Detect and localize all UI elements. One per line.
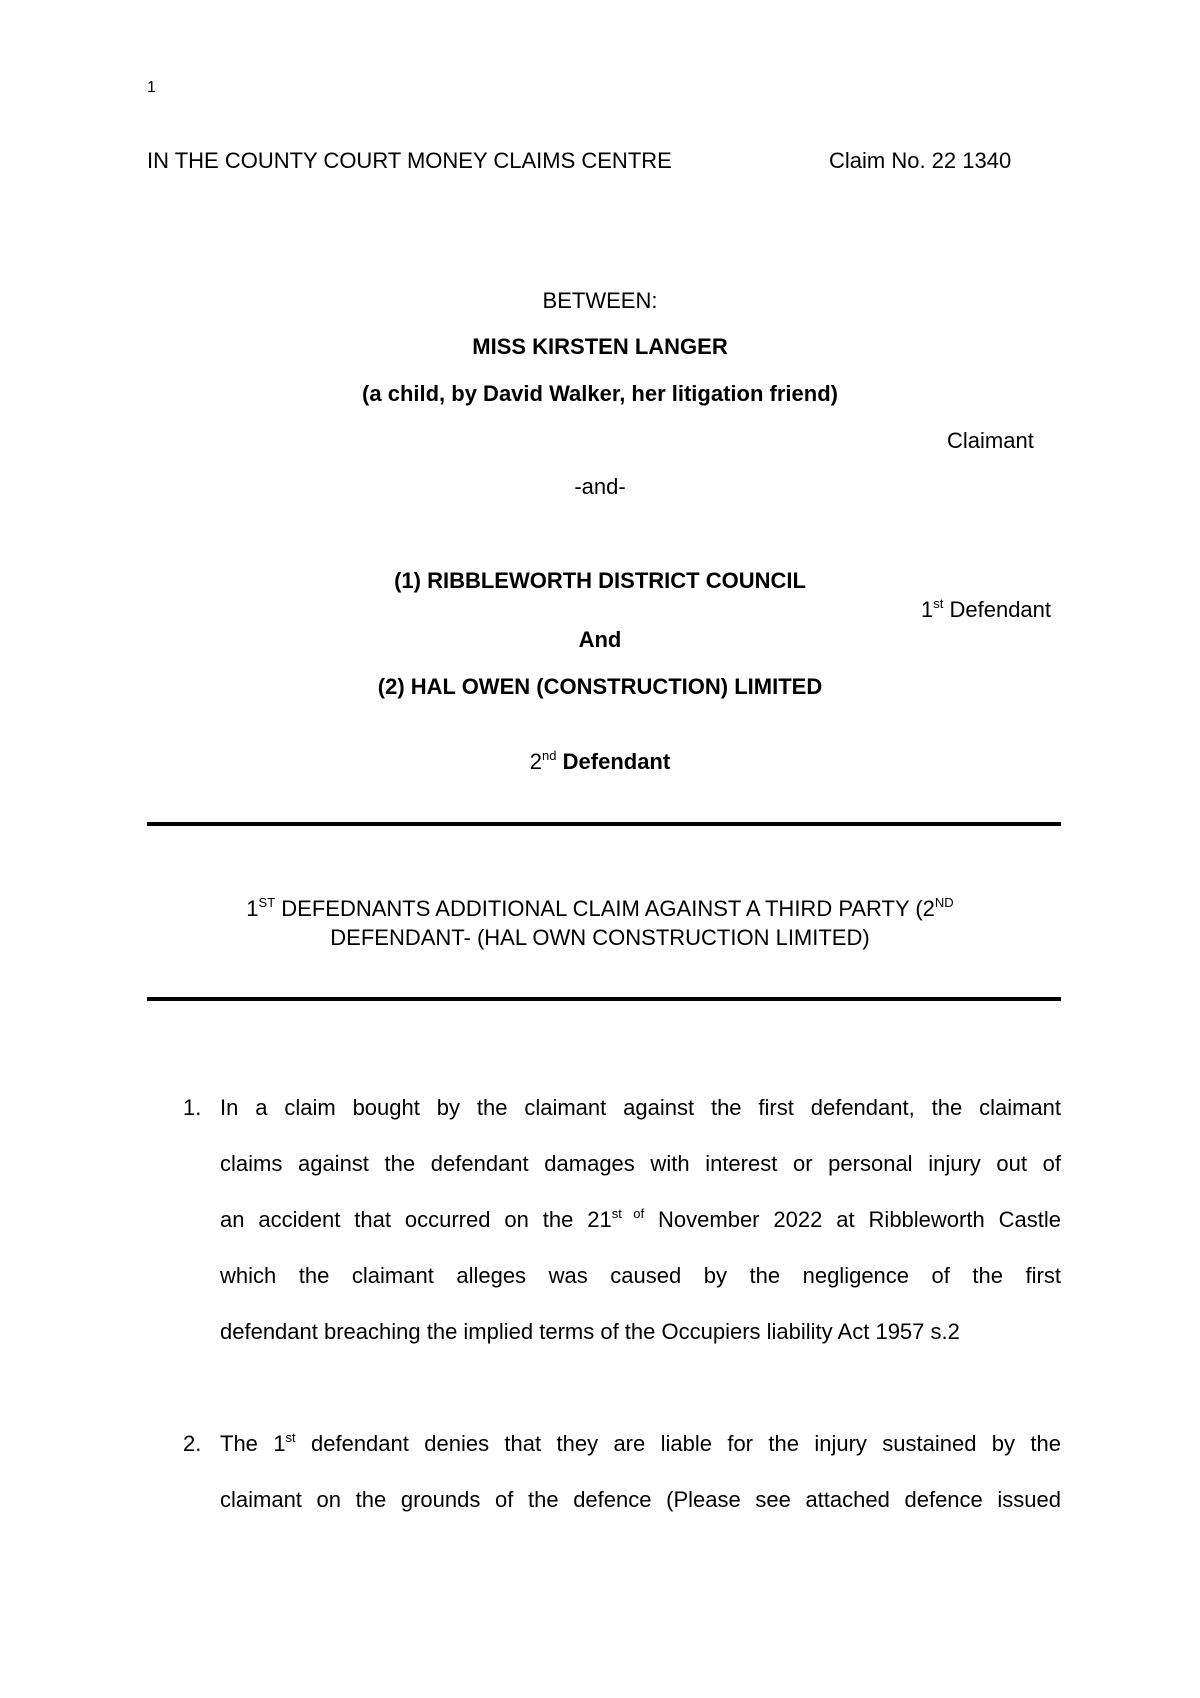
claimant-name: MISS KIRSTEN LANGER <box>472 334 728 359</box>
paragraph-1-line-3-sup: st of <box>611 1206 645 1221</box>
second-defendant-role-sup: nd <box>542 748 557 763</box>
and-conjunction: And <box>578 627 622 652</box>
paragraph-2-line-1-sup: st <box>285 1430 296 1445</box>
first-defendant-name: (1) RIBBLEWORTH DISTRICT COUNCIL <box>394 568 806 593</box>
claim-number: Claim No. 22 1340 <box>829 148 1012 173</box>
second-defendant-name: (2) HAL OWEN (CONSTRUCTION) LIMITED <box>377 674 823 699</box>
paragraph-2-line-1 <box>220 1416 1061 1472</box>
first-defendant-role <box>921 597 1051 623</box>
page-number: 1 <box>147 79 156 96</box>
paragraph-1-line-3a: an accident that occurred on the 21 <box>220 1207 612 1232</box>
document-title-line1 <box>0 896 1200 922</box>
document-title-line2: DEFENDANT- (HAL OWN CONSTRUCTION LIMITED) <box>330 925 870 950</box>
title-text: DEFEDNANTS ADDITIONAL CLAIM AGAINST A THIRD PARTY (2 <box>275 896 935 921</box>
claimant-detail: (a child, by David Walker, her litigation friend) <box>362 381 838 406</box>
between-label: BETWEEN: <box>542 288 658 313</box>
second-defendant-role-text: Defendant <box>556 749 671 774</box>
bottom-divider <box>147 997 1061 1001</box>
title-num: 1 <box>246 896 259 921</box>
paragraph-1-line-1: In a claim bought by the claimant against the first defendant, the claimant <box>220 1095 1061 1120</box>
paragraph-1-line-4: which the claimant alleges was caused by the negligence of the first <box>220 1263 1061 1288</box>
paragraph-1-line-3 <box>220 1192 1061 1248</box>
title-sup: ST <box>258 895 276 910</box>
paragraph-2 <box>220 1416 1061 1528</box>
second-defendant-role <box>0 749 1200 775</box>
paragraph-1-line-2: claims against the defendant damages with interest or personal injury out of <box>220 1151 1061 1176</box>
first-defendant-role-sup: st <box>933 596 944 611</box>
claimant-role: Claimant <box>947 428 1034 453</box>
second-defendant-role-num: 2 <box>529 749 543 774</box>
paragraph-1-line-3b: November 2022 at Ribbleworth Castle <box>644 1207 1061 1232</box>
and-separator: -and- <box>574 474 626 499</box>
court-heading: IN THE COUNTY COURT MONEY CLAIMS CENTRE <box>147 148 672 173</box>
top-divider <box>147 822 1061 826</box>
first-defendant-role-text: Defendant <box>943 597 1052 622</box>
paragraph-1 <box>220 1080 1061 1360</box>
paragraph-2-number: 2. <box>183 1431 202 1456</box>
paragraph-1-line-5: defendant breaching the implied terms of the Occupiers liability Act 1957 s.2 <box>220 1319 960 1344</box>
paragraph-2-line-1b: defendant denies that they are liable for the injury sustained by the <box>295 1431 1061 1456</box>
paragraph-1-number: 1. <box>183 1095 202 1120</box>
first-defendant-role-num: 1 <box>921 597 934 622</box>
title-sup2: ND <box>934 895 954 910</box>
paragraph-2-line-1a: The 1 <box>220 1431 286 1456</box>
paragraph-2-line-2: claimant on the grounds of the defence (Please see attached defence issued <box>220 1487 1061 1512</box>
